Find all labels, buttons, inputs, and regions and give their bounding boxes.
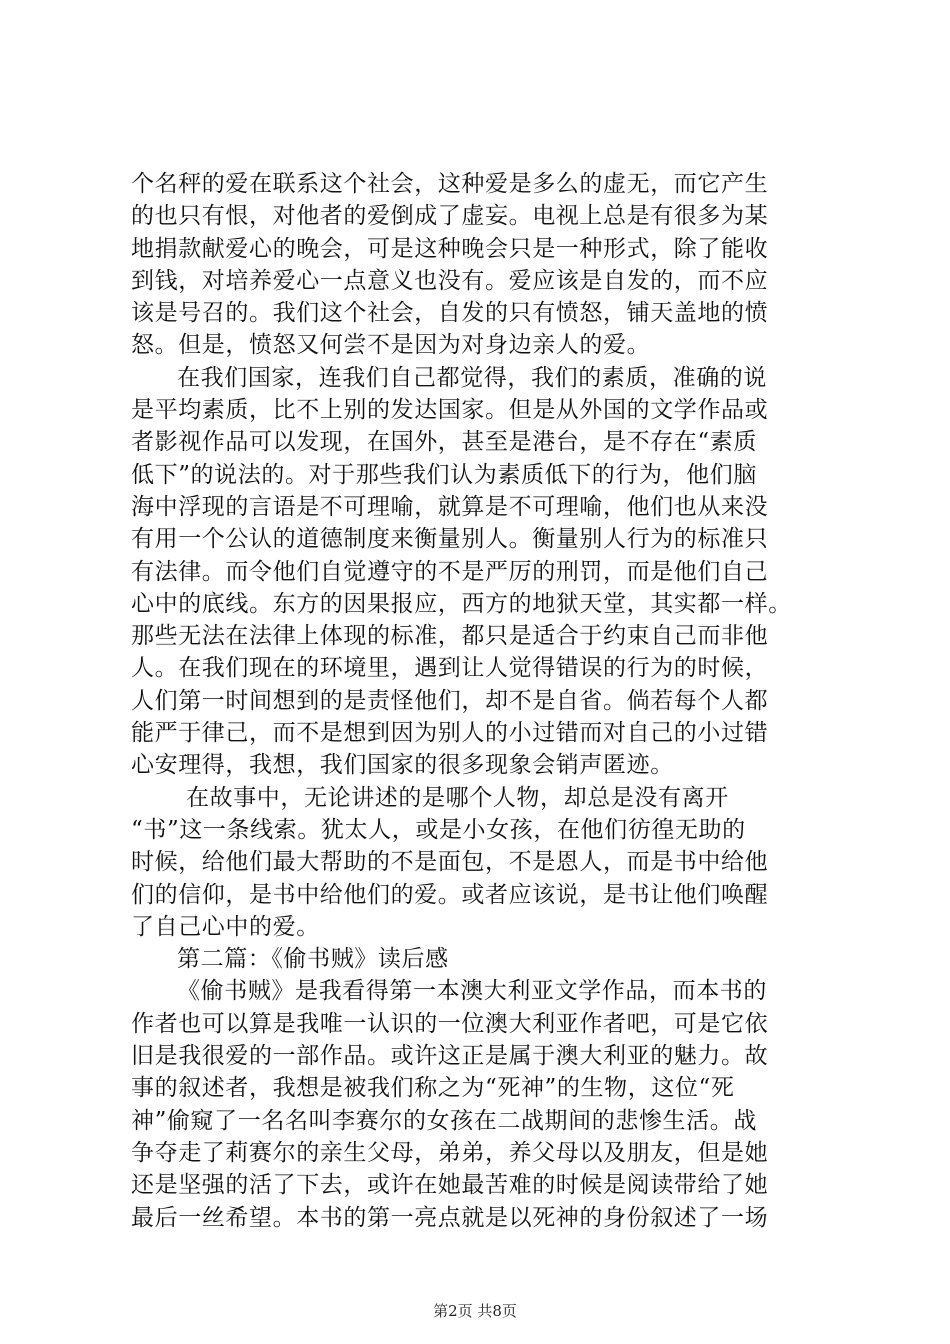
text-line: 个名秤的爱在联系这个社会，这种爱是多么的虚无，而它产生 bbox=[131, 171, 769, 197]
text-line: 作者也可以算是我唯一认识的一位澳大利亚作者吧，可是它依 bbox=[131, 1010, 769, 1037]
text-line: 人们第一时间想到的是责怪他们，却不是自省。倘若每个人都 bbox=[131, 687, 769, 714]
text-line: 该是号召的。我们这个社会，自发的只有愤怒，铺天盖地的愤 bbox=[131, 300, 769, 327]
text-line: 那些无法在法律上体现的标准，都只是适合于约束自己而非他 bbox=[131, 623, 769, 650]
text-line: 最后一丝希望。本书的第一亮点就是以死神的身份叙述了一场 bbox=[131, 1204, 769, 1231]
text-line: 有用一个公认的道德制度来衡量别人。衡量别人行为的标准只 bbox=[131, 526, 769, 553]
text-line: 还是坚强的活了下去，或许在她最苦难的时候是阅读带给了她 bbox=[131, 1172, 769, 1199]
text-line: 第二篇：《偷书贼》读后感 bbox=[177, 946, 449, 973]
text-line: 争夺走了莉赛尔的亲生父母，弟弟，养父母以及朋友，但是她 bbox=[131, 1139, 769, 1166]
text-line: 在我们国家，连我们自己都觉得，我们的素质，准确的说 bbox=[177, 364, 767, 391]
text-line: 了自己心中的爱。 bbox=[131, 913, 320, 940]
text-line: 能严于律己，而不是想到因为别人的小过错而对自己的小过错 bbox=[131, 720, 769, 747]
text-line: 事的叙述者，我想是被我们称之为“死神”的生物，这位“死 bbox=[131, 1075, 735, 1102]
text-line: 神”偷窥了一名名叫李赛尔的女孩在二战期间的悲惨生活。战 bbox=[131, 1107, 757, 1134]
text-line: 旧是我很爱的一部作品。或许这正是属于澳大利亚的魅力。故 bbox=[131, 1043, 769, 1070]
page-footer: 第2页 共8页 bbox=[433, 1302, 517, 1320]
text-line: 心安理得，我想，我们国家的很多现象会销声匿迹。 bbox=[131, 752, 674, 779]
text-line: 的也只有恨，对他者的爱倒成了虚妄。电视上总是有很多为某 bbox=[131, 203, 769, 230]
text-line: 到钱，对培养爱心一点意义也没有。爱应该是自发的，而不应 bbox=[131, 267, 769, 294]
text-line: 地捐款献爱心的晚会，可是这种晚会只是一种形式，除了能收 bbox=[131, 235, 769, 262]
text-line: 者影视作品可以发现，在国外，甚至是港台，是不存在“素质 bbox=[131, 429, 757, 456]
text-line: 人。在我们现在的环境里，遇到让人觉得错误的行为的时候， bbox=[131, 655, 769, 682]
text-line: 们的信仰，是书中给他们的爱。或者应该说，是书让他们唤醒 bbox=[131, 881, 769, 908]
text-line: 海中浮现的言语是不可理喻，就算是不可理喻，他们也从来没 bbox=[131, 493, 769, 520]
text-line: 《偷书贼》是我看得第一本澳大利亚文学作品，而本书的 bbox=[177, 978, 767, 1005]
text-line: 在故事中，无论讲述的是哪个人物，却总是没有离开 bbox=[186, 784, 729, 811]
text-line: “书”这一条线索。犹太人，或是小女孩，在他们彷徨无助的 bbox=[131, 816, 746, 843]
document-body bbox=[131, 168, 831, 1234]
text-line: 心中的底线。东方的因果报应，西方的地狱天堂，其实都一样。 bbox=[131, 590, 792, 617]
text-line: 怒。但是，愤怒又何尝不是因为对身边亲人的爱。 bbox=[131, 332, 651, 359]
text-line: 有法律。而令他们自觉遵守的不是严厉的刑罚，而是他们自己 bbox=[131, 558, 769, 585]
text-line: 低下”的说法的。对于那些我们认为素质低下的行为，他们脑 bbox=[131, 461, 757, 488]
text-line: 时候，给他们最大帮助的不是面包，不是恩人，而是书中给他 bbox=[131, 849, 769, 876]
text-line: 是平均素质，比不上别的发达国家。但是从外国的文学作品或 bbox=[131, 397, 769, 424]
